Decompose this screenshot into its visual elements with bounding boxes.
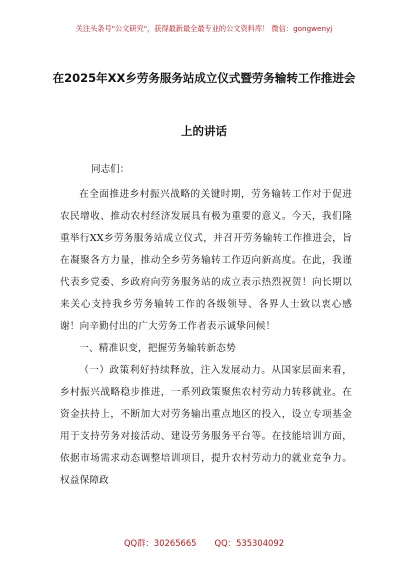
footer-contact [0, 537, 408, 549]
document-title-line-1: 在2025年XX乡劳务服务站成立仪式暨劳务输转工作推进会 [52, 71, 356, 85]
header-banner: 关注头条号"公文研究"，获得最新最全最专业的公文资料库！ 微信：gongwenyj [75, 24, 333, 33]
footer-qq-group: QQ群：30265665 [123, 538, 197, 548]
footer-qq: QQ：535304092 [214, 538, 285, 548]
subsection-paragraph-1: （一）政策利好持续释放，注入发展动力。从国家层面来看，乡村振兴战略稳步推进，一系列政策聚焦农村劳动力转移就业。在资金扶持上，不断加大对劳务输出重点地区的投入，设立专项基金用于支持劳务对接活动、建设劳务服务平台等。在技能培训方面，依据市场需求动态调整培训项目，提升农村劳动力的就业竞争力。权益保障政 [60, 365, 352, 486]
document-body [60, 184, 352, 492]
document-title-line-2: 上的讲话 [181, 124, 227, 138]
intro-paragraph: 在全面推进乡村振兴战略的关键时期，劳务输转工作对于促进农民增收、推动农村经济发展具有极为重要的意义。今天，我们隆重举行XX乡劳务服务站成立仪式，并召开劳务输转工作推进会，旨在凝聚各方力量，推动全乡劳务输转工作迈向新高度。在此，我谨代表乡党委、乡政府向劳务服务站的成立表示热烈祝贺！向长期以来关心支持我乡劳务输转工作的各级领导、各界人士致以衷心感谢！向辛勤付出的广大劳务工作者表示诚挚问候！ [60, 189, 352, 332]
salutation: 同志们： [91, 164, 130, 175]
section-heading-1: 一、精准识变，把握劳务输转新态势 [79, 343, 236, 354]
